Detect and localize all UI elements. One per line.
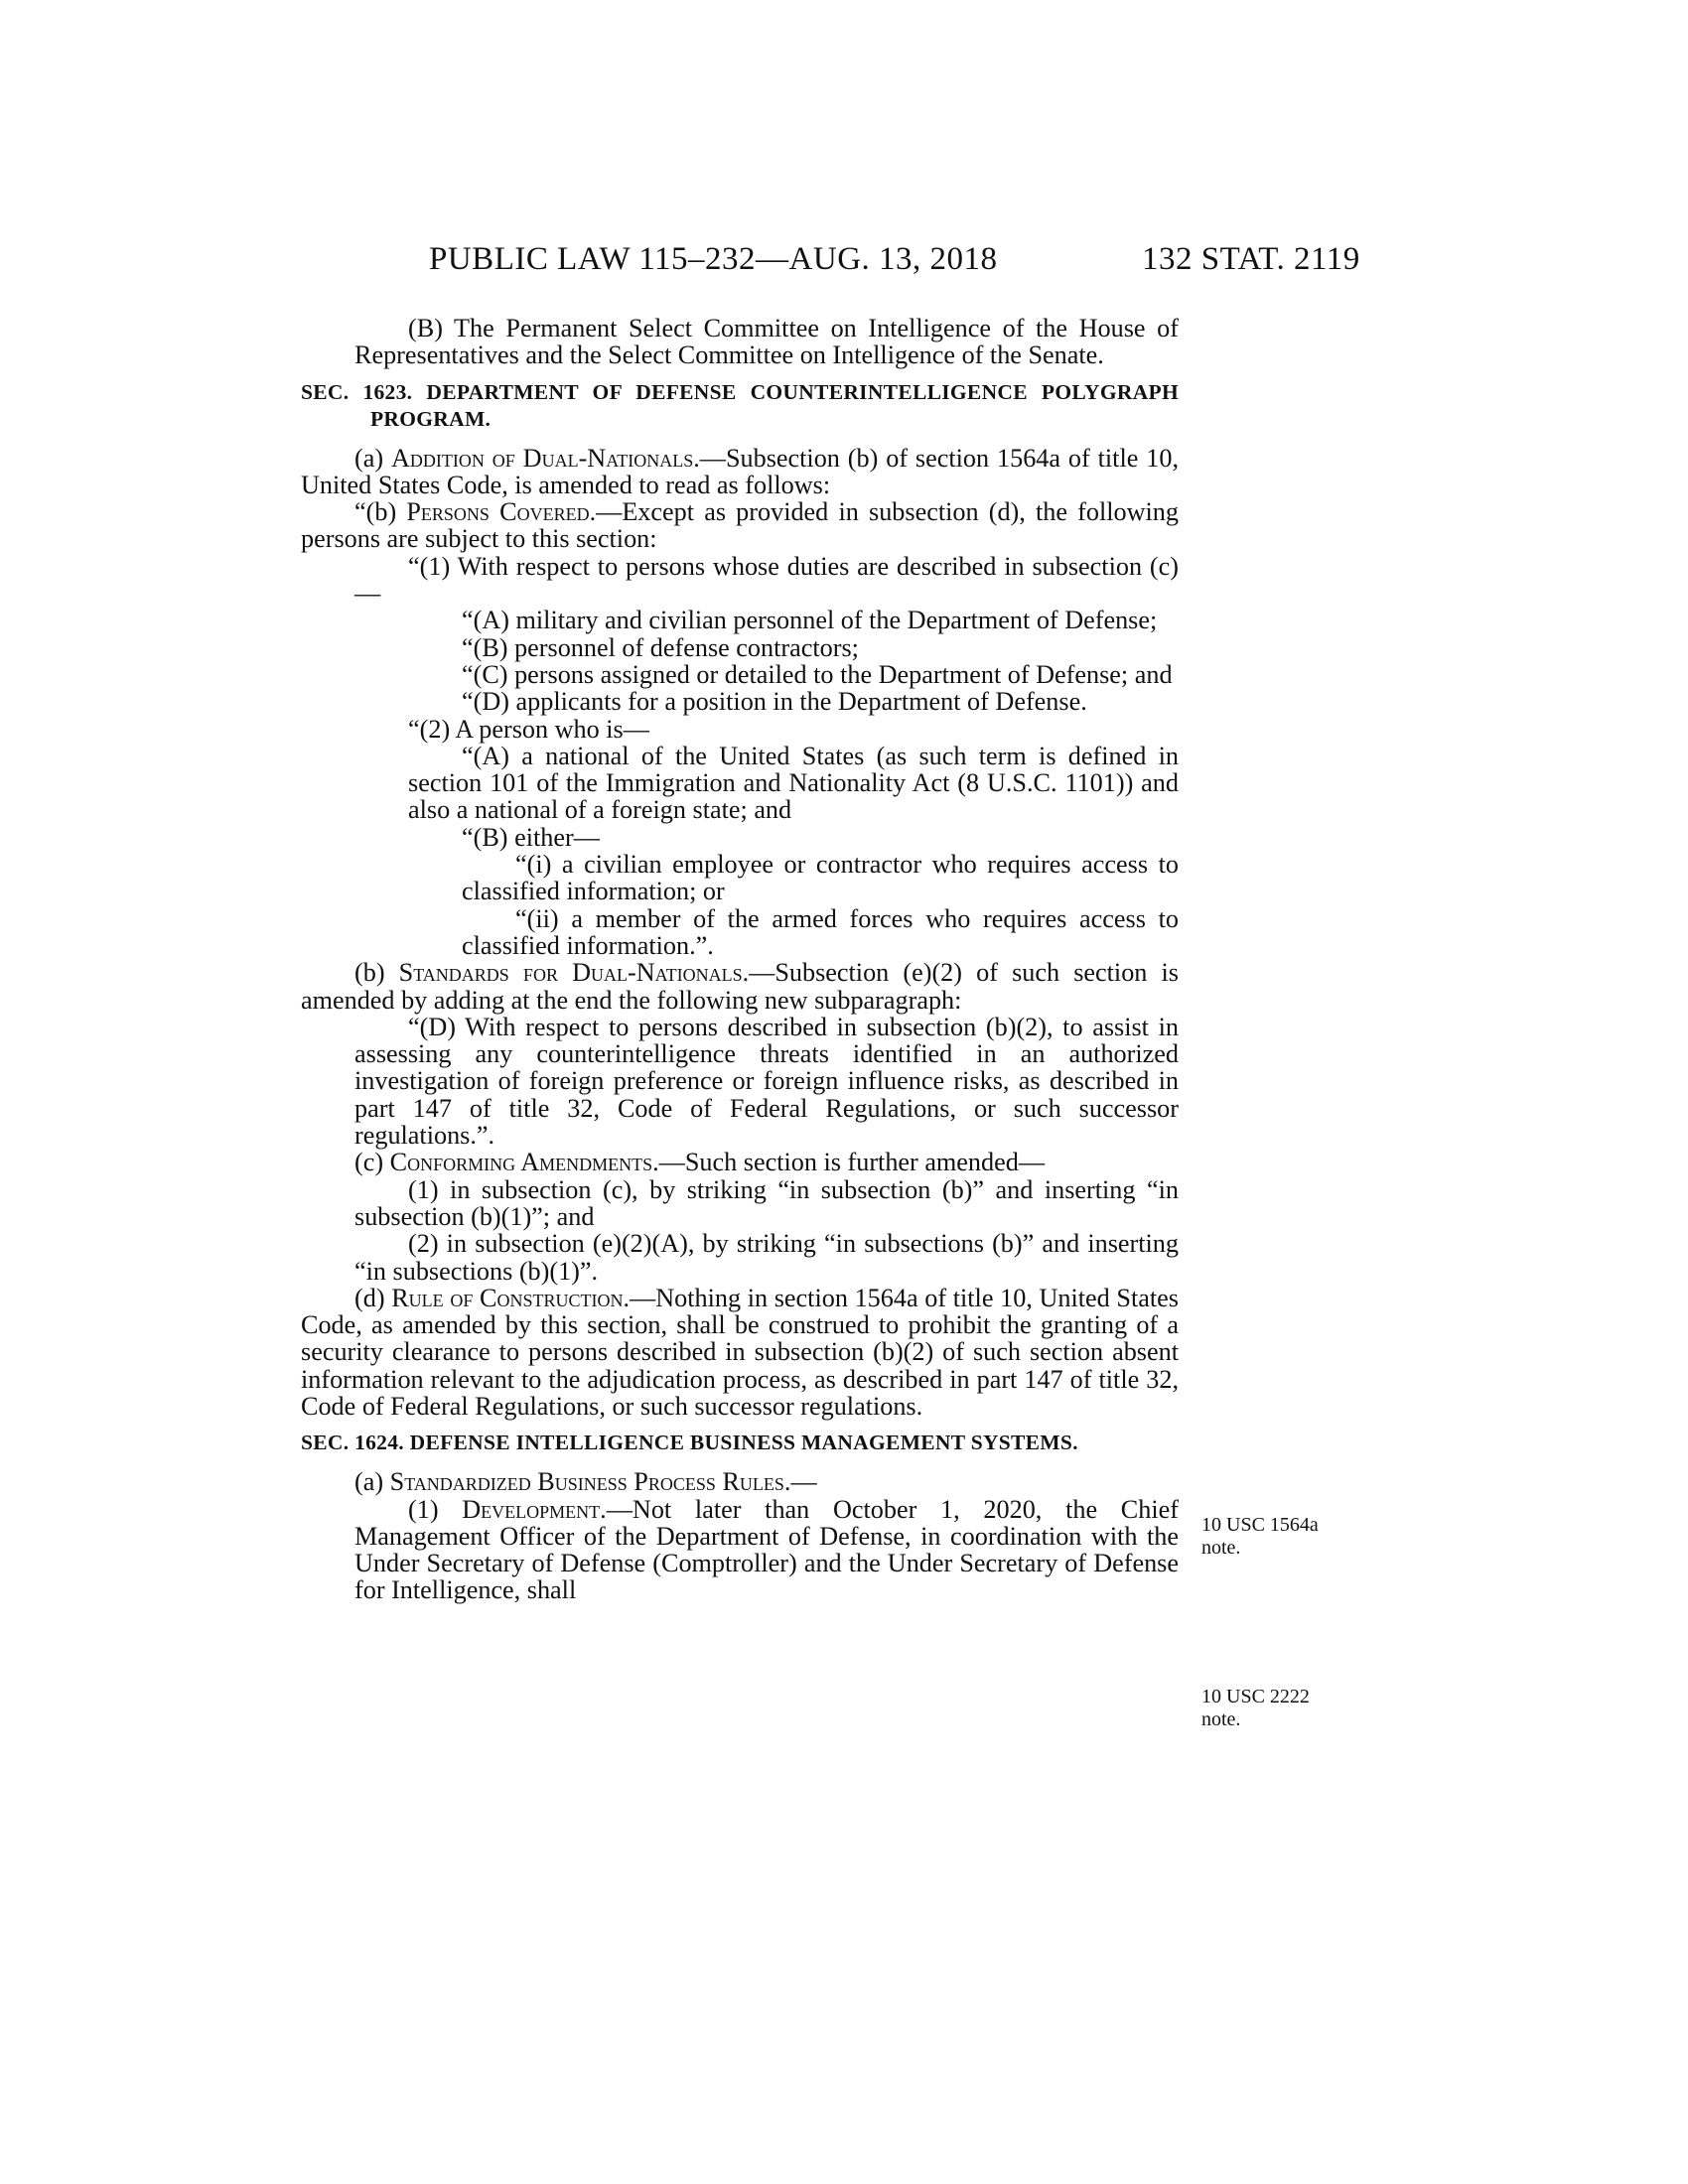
paragraph-c2: (2) in subsection (e)(2)(A), by striking “in subsections (b)” and inserting “in subsections (b)(1)”. xyxy=(354,1229,1179,1286)
subparagraph-1B: “(B) personnel of defense contractors; xyxy=(462,632,859,662)
quoted-subsection-b-text: —Except as provided in subsection (d), the following persons are subject to this section: xyxy=(301,497,1179,554)
subsection-c xyxy=(301,1149,1179,1175)
subparagraph-1C: “(C) persons assigned or detailed to the Department of Defense; and xyxy=(462,659,1173,689)
body-text xyxy=(301,315,1179,1604)
subsection-c-label: (c) xyxy=(354,1148,390,1177)
subparagraph-2A: “(A) a national of the United States (as such term is defined in section 101 of the Immigration and Nationality Act (8 U.S.C. 1101)) and also a national of a foreign state; and xyxy=(408,741,1179,825)
subsection-d xyxy=(301,1285,1179,1420)
margin-note-1564a: 10 USC 1564a note. xyxy=(1201,1514,1319,1559)
section-1624-paragraph-1-label: (1) xyxy=(408,1494,463,1524)
subsection-a xyxy=(301,445,1179,499)
clause-2Bi: “(i) a civilian employee or contractor who requires access to classified information; or xyxy=(462,850,1179,906)
quoted-subsection-b xyxy=(301,498,1179,553)
subsection-c-text: —Such section is further amended— xyxy=(658,1148,1046,1177)
section-1623-heading: SEC. 1623. DEPARTMENT OF DEFENSE COUNTERINTELLIGENCE POLYGRAPH PROGRAM. xyxy=(301,379,1179,431)
subparagraph-2B: “(B) either— xyxy=(462,822,600,852)
section-1624-heading: SEC. 1624. DEFENSE INTELLIGENCE BUSINESS MANAGEMENT SYSTEMS. xyxy=(301,1431,1078,1455)
subsection-b-text: —Subsection (e)(2) of such section is amended by adding at the end the following new subparagraph: xyxy=(301,958,1179,1015)
subsection-d-label: (d) xyxy=(354,1283,392,1312)
paragraph-b-committee: (B) The Permanent Select Committee on Intelligence of the House of Representatives and the Select Committee on Intelligence of the Senate. xyxy=(354,314,1179,370)
section-1624-paragraph-1-text: —Not later than October 1, 2020, the Chief Management Officer of the Department of Defense, in coordination with the Under Secretary of Defense (Comptroller) and the Under Secretary of Defense for Intelligence, shall xyxy=(354,1494,1179,1605)
quoted-subparagraph-D: “(D) With respect to persons described in subsection (b)(2), to assist in assessing any counterintelligence threats identified in an authorized investigation of foreign preference or foreign influence risks, as described in part 147 of title 32, Code of Federal Regulations, or such successor regulations.”. xyxy=(354,1012,1179,1151)
paragraph-1: “(1) With respect to persons whose duties are described in subsection (c)— xyxy=(354,551,1179,609)
subsection-b xyxy=(301,959,1179,1014)
subparagraph-1D: “(D) applicants for a position in the Department of Defense. xyxy=(462,687,1087,717)
paragraph-2: “(2) A person who is— xyxy=(408,714,649,744)
subsection-a-label: (a) xyxy=(354,443,391,473)
section-1624-subsection-a xyxy=(301,1468,1179,1495)
subsection-c-caption: Conforming Amendments. xyxy=(389,1148,659,1177)
quoted-subsection-b-label: “(b) xyxy=(354,497,407,527)
subsection-b-caption: Standards for Dual-Nationals. xyxy=(398,958,750,988)
paragraph-c1: (1) in subsection (c), by striking “in subsection (b)” and inserting “in subsection (b)(1)”; and xyxy=(354,1174,1179,1231)
subparagraph-1A: “(A) military and civilian personnel of the Department of Defense; xyxy=(462,606,1158,635)
quoted-subsection-b-caption: Persons Covered. xyxy=(406,497,597,527)
section-1624-paragraph-1-caption: Development. xyxy=(462,1494,607,1524)
section-1624-subsection-a-label: (a) xyxy=(354,1467,390,1497)
section-1624-subsection-a-text: — xyxy=(790,1467,817,1497)
section-1624-paragraph-1 xyxy=(301,1496,1179,1604)
subsection-a-text: —Subsection (b) of section 1564a of title 10, United States Code, is amended to read as follows: xyxy=(301,443,1179,499)
subsection-d-text: —Nothing in section 1564a of title 10, United States Code, as amended by this section, shall be construed to prohibit the granting of a security clearance to persons described in subsection (b)(2) of such section absent information relevant to the adjudication process, as described in part 147 of title 32, Code of Federal Regulations, or such successor regulations. xyxy=(301,1283,1179,1421)
running-header-title: PUBLIC LAW 115–232—AUG. 13, 2018 xyxy=(429,241,998,277)
subsection-a-caption: Addition of Dual-Nationals. xyxy=(390,443,700,473)
margin-note-2222: 10 USC 2222 note. xyxy=(1201,1686,1310,1730)
running-header-page-number: 132 STAT. 2119 xyxy=(1142,241,1360,277)
subsection-b-label: (b) xyxy=(354,958,399,988)
subsection-d-caption: Rule of Construction. xyxy=(391,1283,631,1312)
section-1624-subsection-a-caption: Standardized Business Process Rules. xyxy=(389,1467,791,1497)
clause-2Bii: “(ii) a member of the armed forces who requires access to classified information.”. xyxy=(462,903,1179,960)
